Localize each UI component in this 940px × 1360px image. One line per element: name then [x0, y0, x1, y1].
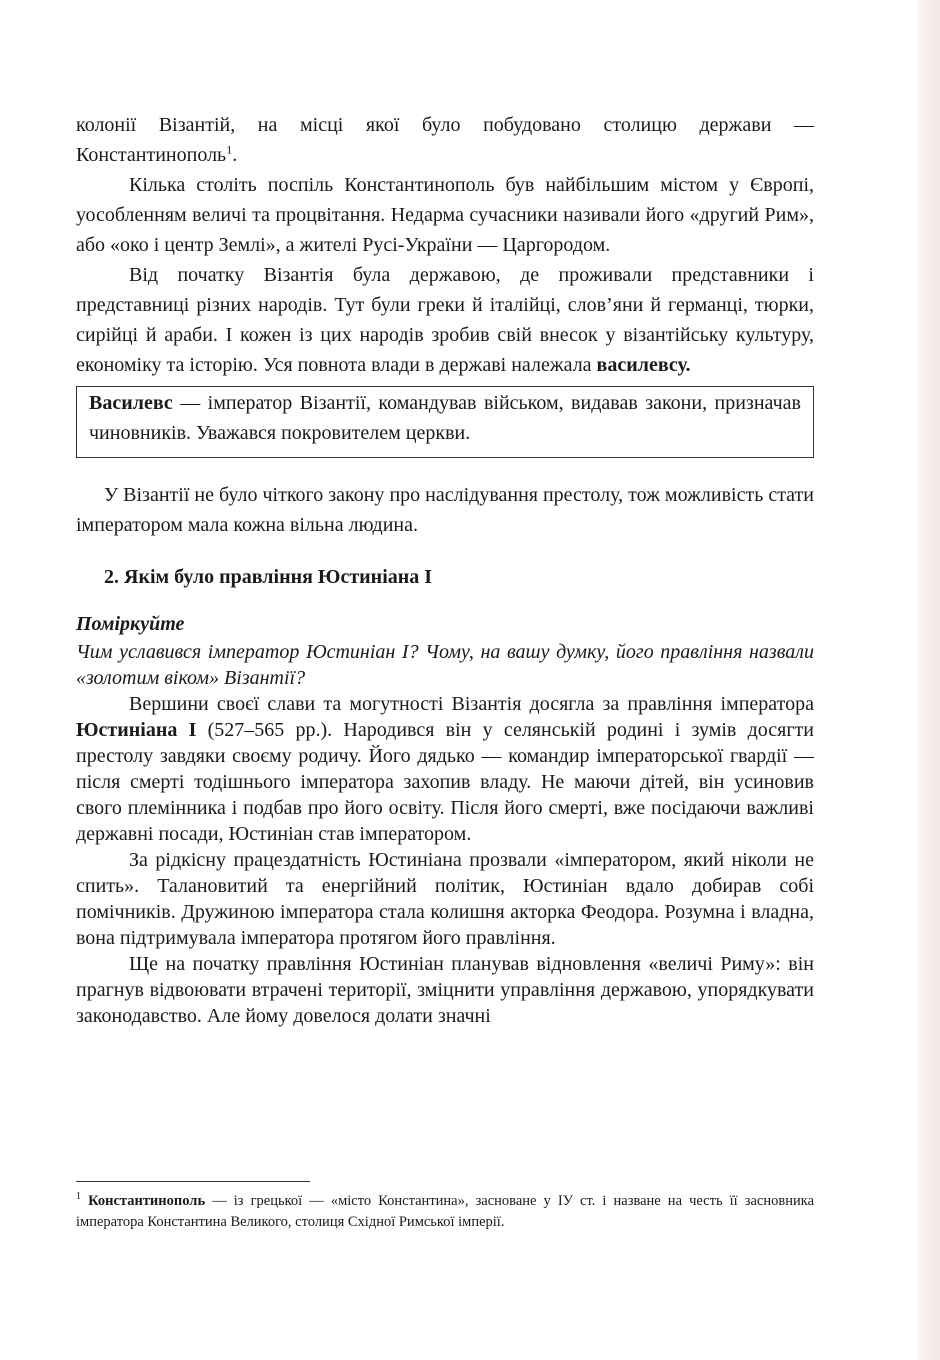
footnote-ref[interactable]: 1 [226, 142, 233, 157]
footnote [76, 1191, 814, 1233]
footnote-term: Константинополь [88, 1193, 206, 1209]
paragraph-5-after: (527–565 рр.). Народився він у селянській родині і зумів досягти престолу завдяки своєму родичу. Його дядько — командир імператорської гвардії — після смерті тодішнього імператора захопив владу. Не маючи дітей, він усиновив свого племінника і подбав про його освіту. Після його смерті, вже посідаючи важливі державні посади, Юстиніан став імператором. [76, 719, 814, 845]
paragraph-5-name: Юстиніана І [76, 719, 197, 741]
paragraph-3 [76, 260, 814, 380]
footnote-text: — із грецької — «місто Константина», засноване у IУ ст. і назване на честь її засновника імператора Константина Великого, столиця Східної Римської імперії. [76, 1193, 815, 1230]
definition-body: — імператор Візантії, командував військом, видавав закони, призначав чиновників. Уважався покровителем церкви. [89, 392, 801, 444]
paragraph-5 [76, 691, 814, 847]
think-question: Чим уславився імператор Юстиніан І? Чому, на вашу думку, його правління назвали «золотим віком» Візантії? [76, 641, 814, 689]
paragraph-1 [76, 110, 814, 170]
paragraph-4: У Візантії не було чіткого закону про наслідування престолу, тож можливість стати імператором мала кожна вільна людина. [76, 484, 814, 536]
paragraph-1-end: . [232, 144, 238, 166]
paragraph-1-text: колонії Візантій, на місці якої було побудовано столицю держави — Константинополь [76, 114, 814, 166]
paragraph-3-term: василевсу. [596, 354, 691, 376]
paragraph-5-before: Вершини своєї слави та могутності Візантія досягла за правління імператора [129, 693, 814, 715]
definition-text [89, 388, 801, 448]
paragraph-6: За рідкісну працездатність Юстиніана прозвали «імператором, який ніколи не спить». Талановитий та енергійний політик, Юстиніан вдало добирав собі помічників. Дружиною імператора стала колишня акторка Феодора. Розумна і владна, вона підтримувала імператора протягом його правління. [76, 849, 814, 949]
footnote-marker: 1 [76, 1191, 81, 1203]
think-heading: Поміркуйте [76, 613, 185, 635]
section-heading: 2. Якім було правління Юстиніана І [104, 566, 433, 588]
page-body [76, 110, 814, 1029]
paragraph-2: Кілька століть поспіль Константинополь був найбільшим містом у Європі, уособленням величі та процвітання. Недарма сучасники називали його «другий Рим», або «око і центр Землі», а жителі Русі-України — Царгородом. [76, 174, 814, 256]
definition-term: Василевс [89, 392, 173, 414]
paragraph-7: Ще на початку правління Юстиніан планував відновлення «величі Риму»: він прагнув відвоювати втрачені території, зміцнити управління державою, упорядкувати законодавство. Але йому довелося долати значні [76, 953, 814, 1027]
definition-box [76, 386, 814, 458]
footnote-divider [76, 1181, 310, 1182]
paragraph-3-text: Від початку Візантія була державою, де проживали представники і представниці різних народів. Тут були греки й італійці, слов’яни й германці, тюрки, сирійці й араби. І кожен із цих народів зробив свій внесок у візантійську культуру, економіку та історію. Уся повнота влади в державі належала [76, 264, 814, 376]
page-edge-shadow [918, 0, 940, 1360]
